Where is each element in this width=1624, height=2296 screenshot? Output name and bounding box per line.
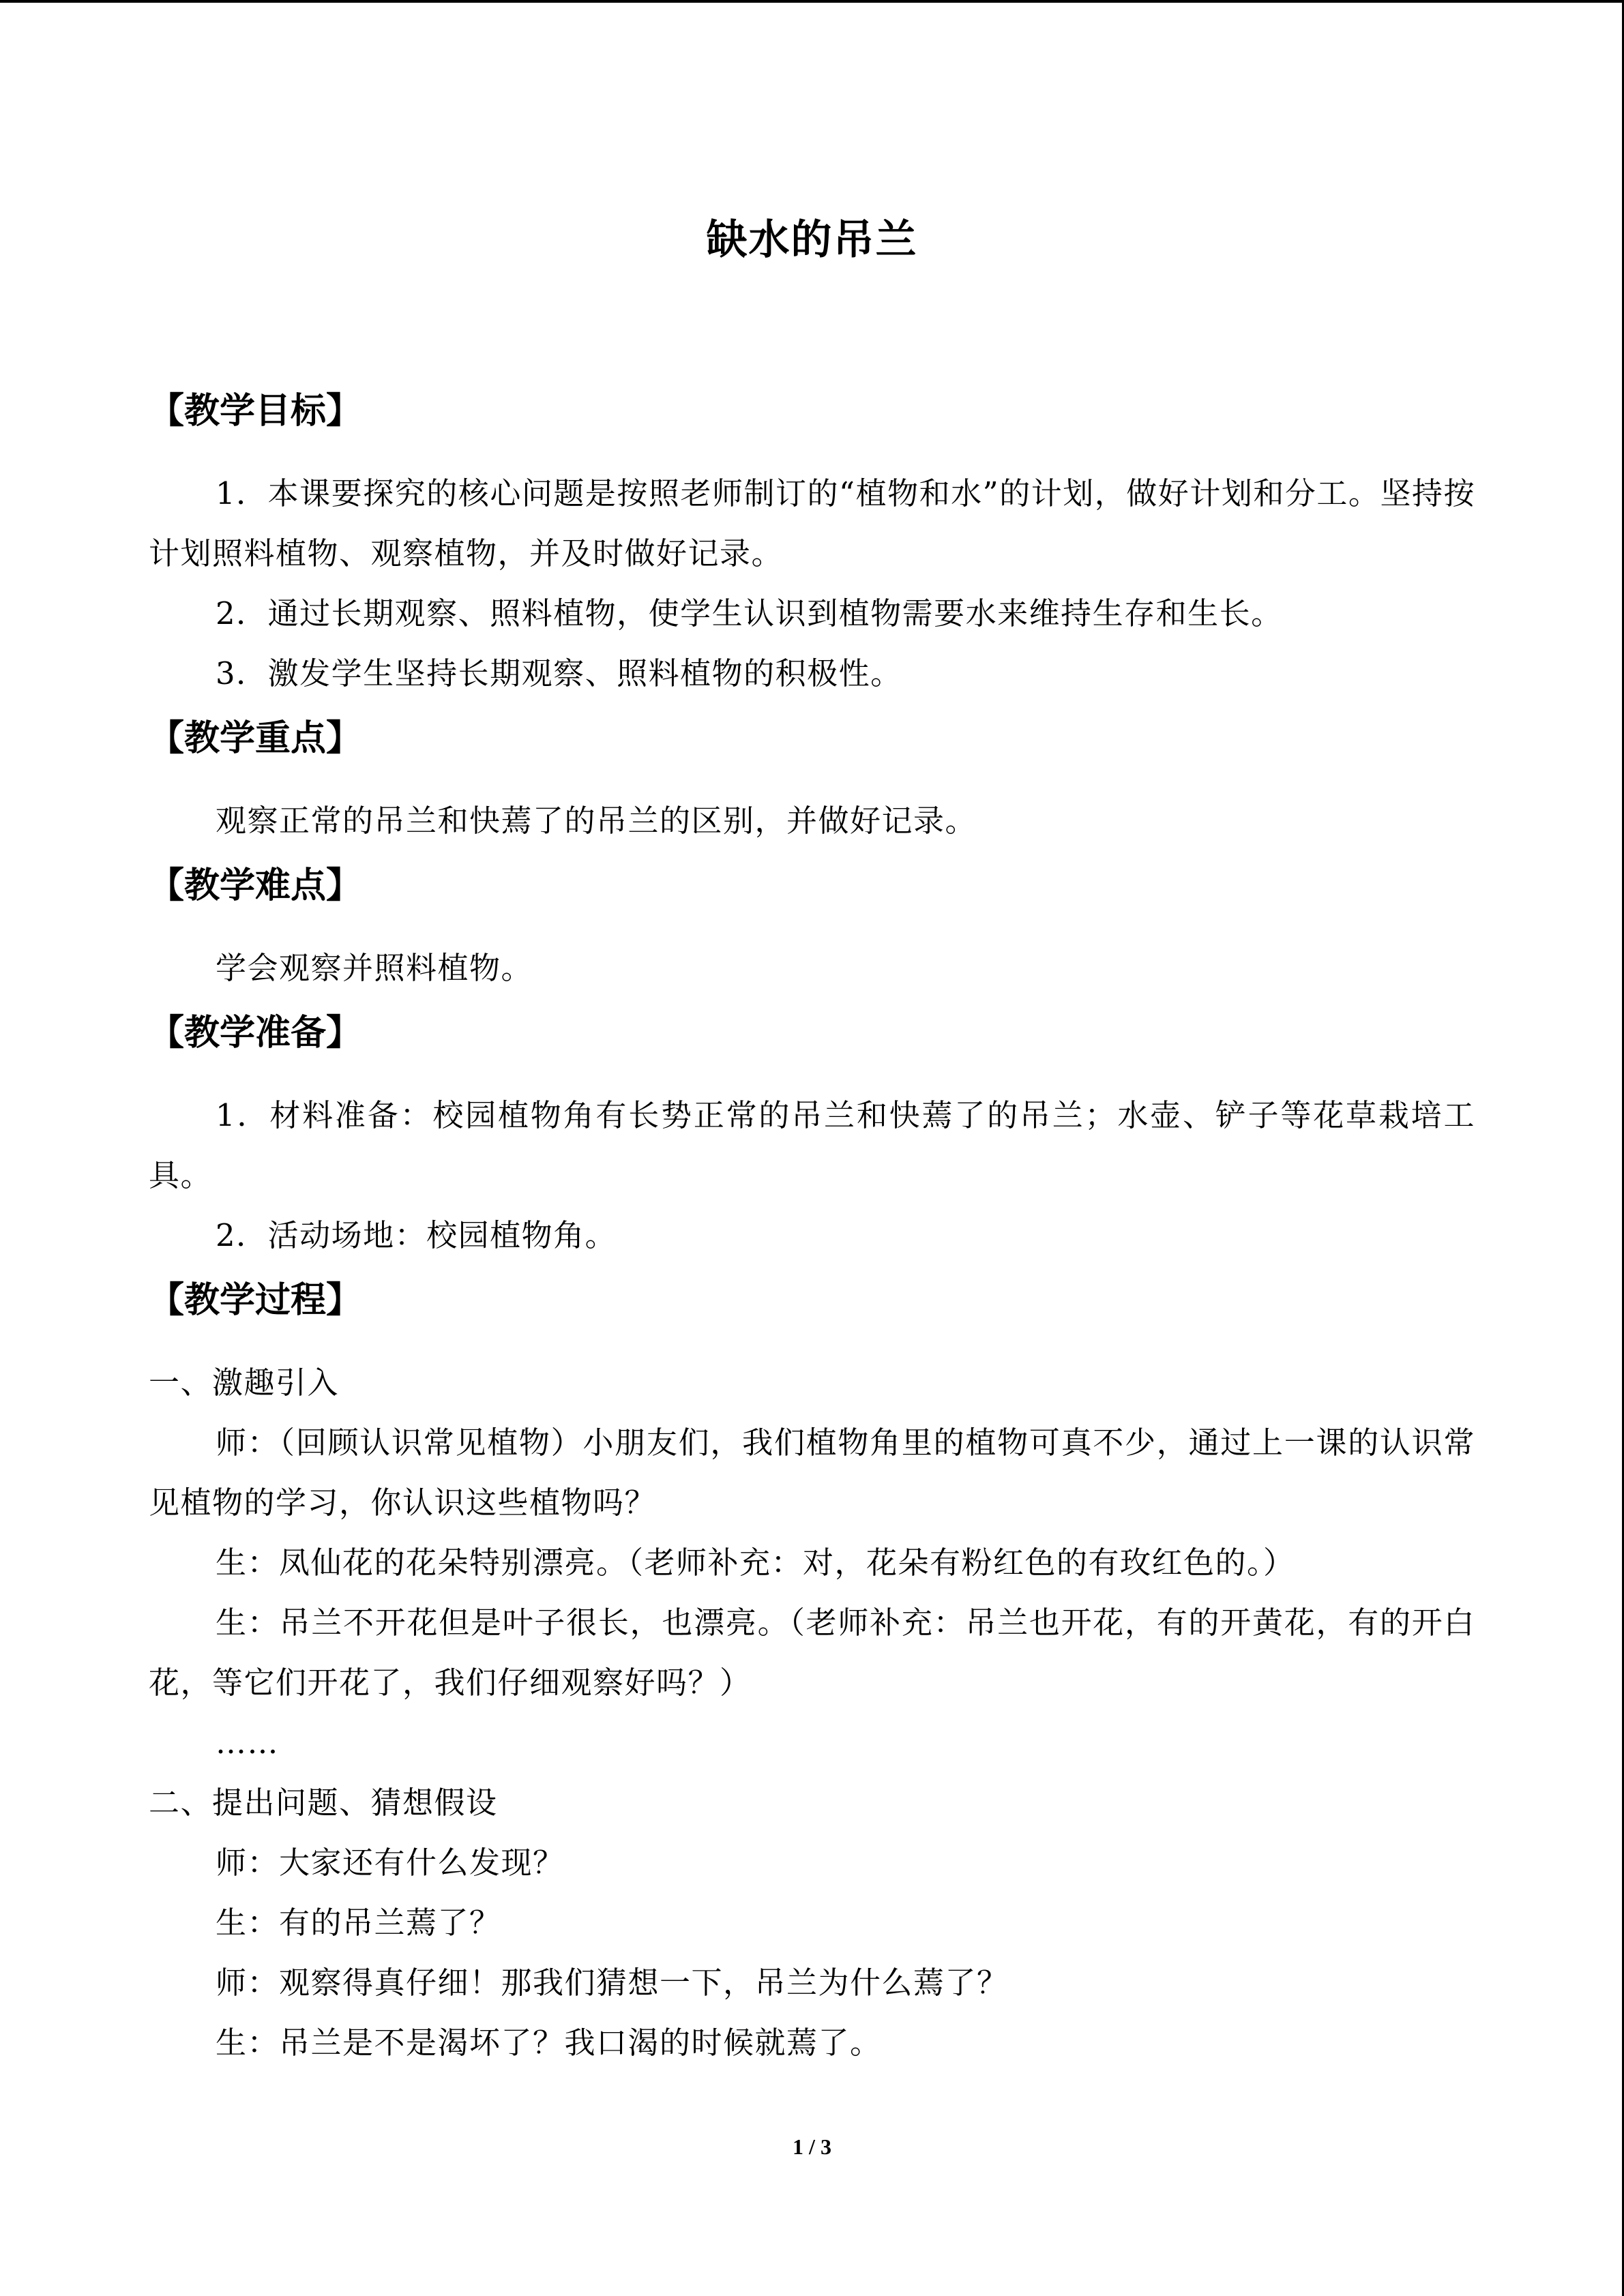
- heading-preparation: 【教学准备】: [149, 1013, 362, 1054]
- dialogue-line: 生：吊兰是不是渴坏了？我口渴的时候就蔫了。: [216, 2025, 882, 2061]
- difficulties-text: 学会观察并照料植物。: [216, 950, 533, 986]
- process-part2-title: 二、提出问题、猜想假设: [149, 1785, 498, 1821]
- preparation-item-1: 1．材料准备：校园植物角有长势正常的吊兰和快蔫了的吊兰；水壶、铲子等花草栽培工具。: [149, 1097, 1475, 1193]
- dialogue-line: 师：观察得真仔细！那我们猜想一下，吊兰为什么蔫了？: [216, 1965, 1009, 2001]
- dialogue-line: 师：（回顾认识常见植物）小朋友们，我们植物角里的植物可真不少，通过上一课的认识常见植物的学习，你认识这些植物吗？: [149, 1425, 1475, 1521]
- objective-item-3: 3．激发学生坚持长期观察、照料植物的积极性。: [216, 655, 902, 691]
- heading-teaching-objectives: 【教学目标】: [149, 391, 362, 432]
- ellipsis-line: ……: [216, 1725, 279, 1761]
- process-part1-title: 一、激趣引入: [149, 1365, 340, 1401]
- page-top-border: [0, 0, 1624, 3]
- key-points-text: 观察正常的吊兰和快蔫了的吊兰的区别，并做好记录。: [216, 803, 977, 839]
- dialogue-line: 师：大家还有什么发现？: [216, 1845, 565, 1881]
- objective-item-2: 2．通过长期观察、照料植物，使学生认识到植物需要水来维持生存和生长。: [216, 595, 1283, 631]
- dialogue-line: 生：吊兰不开花但是叶子很长，也漂亮。（老师补充：吊兰也开花，有的开黄花，有的开白花，等它们开花了，我们仔细观察好吗？）: [149, 1605, 1475, 1701]
- document-title: 缺水的吊兰: [706, 216, 918, 264]
- page-number: 1 / 3: [793, 2134, 831, 2159]
- objective-item-1: 1．本课要探究的核心问题是按照老师制订的“植物和水”的计划，做好计划和分工。坚持按计划照料植物、观察植物，并及时做好记录。: [149, 475, 1475, 571]
- dialogue-line: 生：有的吊兰蔫了？: [216, 1905, 501, 1941]
- preparation-item-2: 2．活动场地：校园植物角。: [216, 1217, 617, 1253]
- heading-key-points: 【教学重点】: [149, 718, 362, 759]
- heading-difficulties: 【教学难点】: [149, 865, 362, 906]
- heading-teaching-process: 【教学过程】: [149, 1280, 362, 1321]
- dialogue-line: 生：凤仙花的花朵特别漂亮。（老师补充：对，花朵有粉红色的有玫红色的。）: [216, 1545, 1295, 1581]
